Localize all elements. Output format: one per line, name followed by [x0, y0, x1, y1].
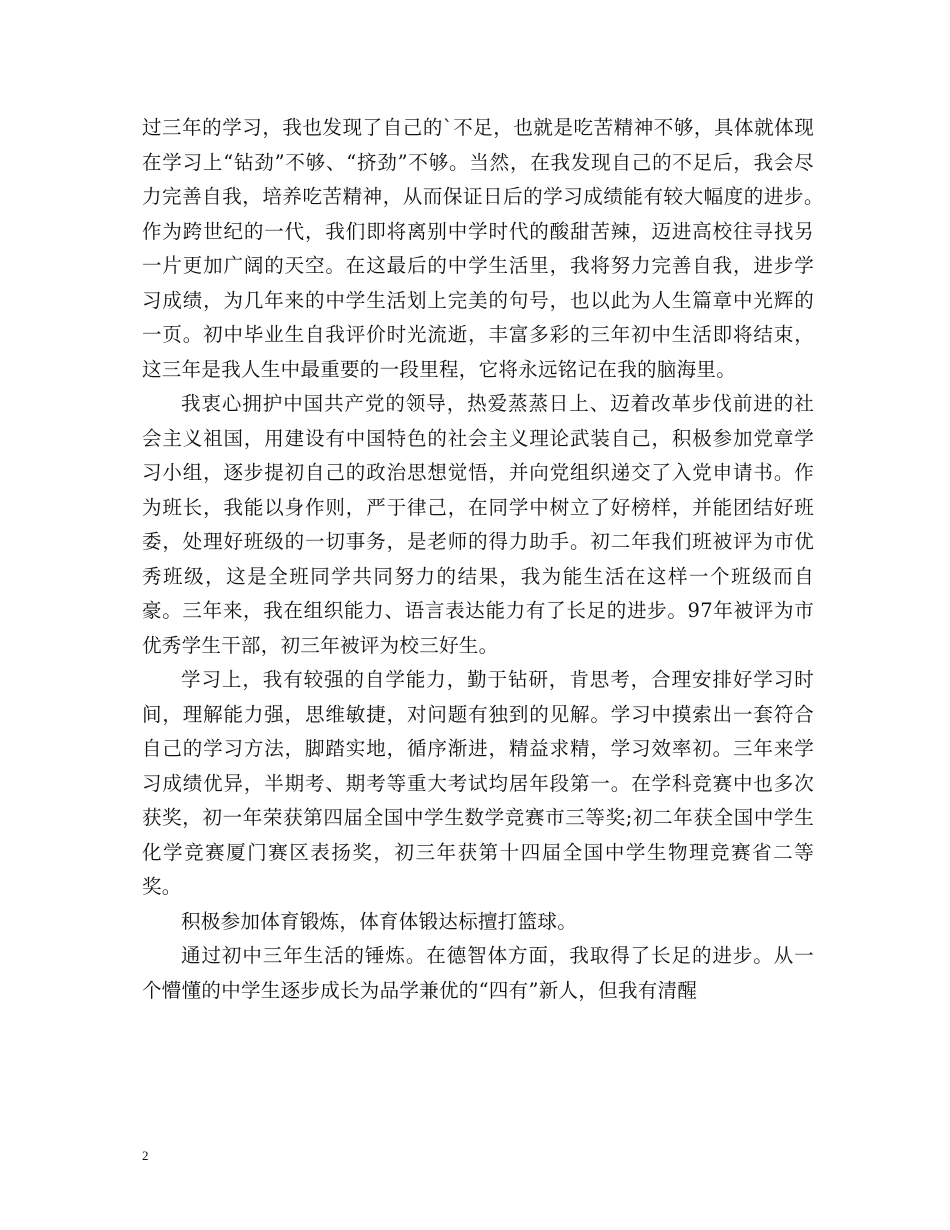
paragraph-1: 过三年的学习，我也发现了自己的`不足，也就是吃苦精神不够，具体就体现在学习上“钻劲”不够、“挤劲”不够。当然，在我发现自己的不足后，我会尽力完善自我，培养吃苦精神，从而保证日后的学习成绩能有较大幅度的进步。 作为跨世纪的一代，我们即将离别中学时代的酸甜苦辣，迈进高校往寻找另一片更加广阔的天空。在这最后的中学生活里，我将努力完善自我，进步学习成绩，为几年来的中学生活划上完美的句号，也以此为人生篇章中光辉的一页。初中毕业生自我评价时光流逝，丰富多彩的三年初中生活即将结束，这三年是我人生中最重要的一段里程，它将永远铭记在我的脑海里。: [142, 116, 834, 381]
paragraph-5: 通过初中三年生活的锤炼。在德智体方面，我取得了长足的进步。从一个懵懂的中学生逐步成长为品学兼优的“四有”新人，但我有清醒: [142, 944, 814, 1002]
paragraph-4: 积极参加体育锻炼，体育体锻达标擅打篮球。: [181, 909, 578, 933]
document-body: [142, 111, 834, 1008]
paragraph-2: 我衷心拥护中国共产党的领导，热爱蒸蒸日上、迈着改革步伐前进的社会主义祖国，用建设有中国特色的社会主义理论武装自己，积极参加党章学习小组，逐步提初自己的政治思想觉悟，并向党组织递交了入党申请书。作为班长，我能以身作则，严于律己，在同学中树立了好榜样，并能团结好班委，处理好班级的一切事务，是老师的得力助手。初二年我们班被评为市优秀班级，这是全班同学共同努力的结果，我为能生活在这样一个班级而自豪。三年来，我在组织能力、语言表达能力有了长足的进步。97年被评为市优秀学生干部，初三年被评为校三好生。: [142, 392, 814, 657]
paragraph-3: 学习上，我有较强的自学能力，勤于钻研，肯思考，合理安排好学习时间，理解能力强，思维敏捷，对问题有独到的见解。学习中摸索出一套符合自己的学习方法，脚踏实地，循序渐进，精益求精，学习效率初。三年来学习成绩优异，半期考、期考等重大考试均居年段第一。在学科竞赛中也多次获奖，初一年荣获第四届全国中学生数学竞赛市三等奖;初二年获全国中学生化学竞赛厦门赛区表扬奖，初三年获第十四届全国中学生物理竞赛省二等奖。: [142, 668, 814, 898]
page-number: 2: [142, 1148, 149, 1163]
